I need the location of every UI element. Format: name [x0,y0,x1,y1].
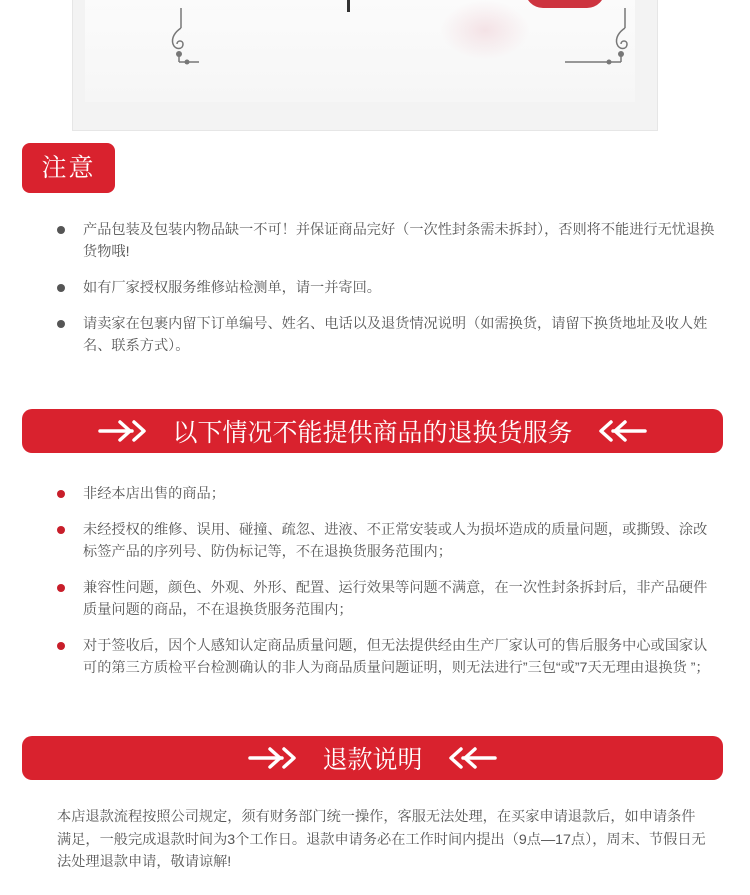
list-item [57,277,717,299]
notice-item-text: 如有厂家授权服务维修站检测单，请一并寄回。 [83,280,381,296]
bullet-dot [57,490,65,498]
double-arrow-right-icon [248,745,304,771]
frame-mark [347,0,350,12]
bullet-dot [57,320,65,328]
notice-item-text: 请卖家在包裹内留下订单编号、姓名、电话以及退货情况说明（如需换货，请留下换货地址及收人姓名、联系方式）。 [83,316,708,354]
no-service-item-text: 未经授权的维修、误用、碰撞、疏忽、进液、不正常安装或人为损坏造成的质量问题，或撕毁、涂改标签产品的序列号、防伪标记等，不在退换货服务范围内； [83,522,708,560]
no-service-item-text: 兼容性问题，颜色、外观、外形、配置、运行效果等问题不满意，在一次性封条拆封后，非产品硬件质量问题的商品，不在退换货服务范围内； [83,580,708,618]
no-service-item-text: 对于签收后，因个人感知认定商品质量问题，但无法提供经由生产厂家认可的售后服务中心或国家认可的第三方质检平台检测确认的非人为商品质量问题证明，则无法进行”三包“或”7天无理由退换货 ”； [83,638,710,676]
frame-paper [85,0,635,102]
no-service-item-text: 非经本店出售的商品； [83,486,225,502]
notice-item-text: 产品包装及包装内物品缺一不可！并保证商品完好（一次性封条需未拆封），否则将不能进行无忧退换货物哦! [83,222,715,260]
list-item [57,483,717,505]
refund-banner [22,736,723,780]
double-arrow-left-icon [591,418,647,444]
frame-red-shape [525,0,605,8]
ornament-left-icon [135,8,199,68]
notice-badge: 注意 [22,143,115,193]
ornament-right-icon [565,8,629,68]
list-item [57,313,717,357]
refund-title: 退款说明 [322,746,423,774]
decorative-frame [72,0,658,131]
double-arrow-left-icon [441,745,497,771]
list-item [57,519,717,563]
no-service-list [57,483,717,693]
bullet-dot [57,284,65,292]
notice-list [57,219,717,371]
no-service-banner [22,409,723,453]
list-item [57,577,717,621]
bullet-dot [57,584,65,592]
bullet-dot [57,526,65,534]
bullet-dot [57,226,65,234]
no-service-title: 以下情况不能提供商品的退换货服务 [172,419,573,447]
bullet-dot [57,642,65,650]
frame-smear [440,0,530,60]
list-item [57,635,717,679]
refund-paragraph: 本店退款流程按照公司规定，须有财务部门统一操作，客服无法处理，在买家申请退款后，如申请条件满足，一般完成退款时间为3个工作日。退款申请务必在工作时间内提出（9点—17点），周末、节假日无法处理退款申请，敬请谅解! [57,809,706,870]
double-arrow-right-icon [98,418,154,444]
list-item [57,219,717,263]
